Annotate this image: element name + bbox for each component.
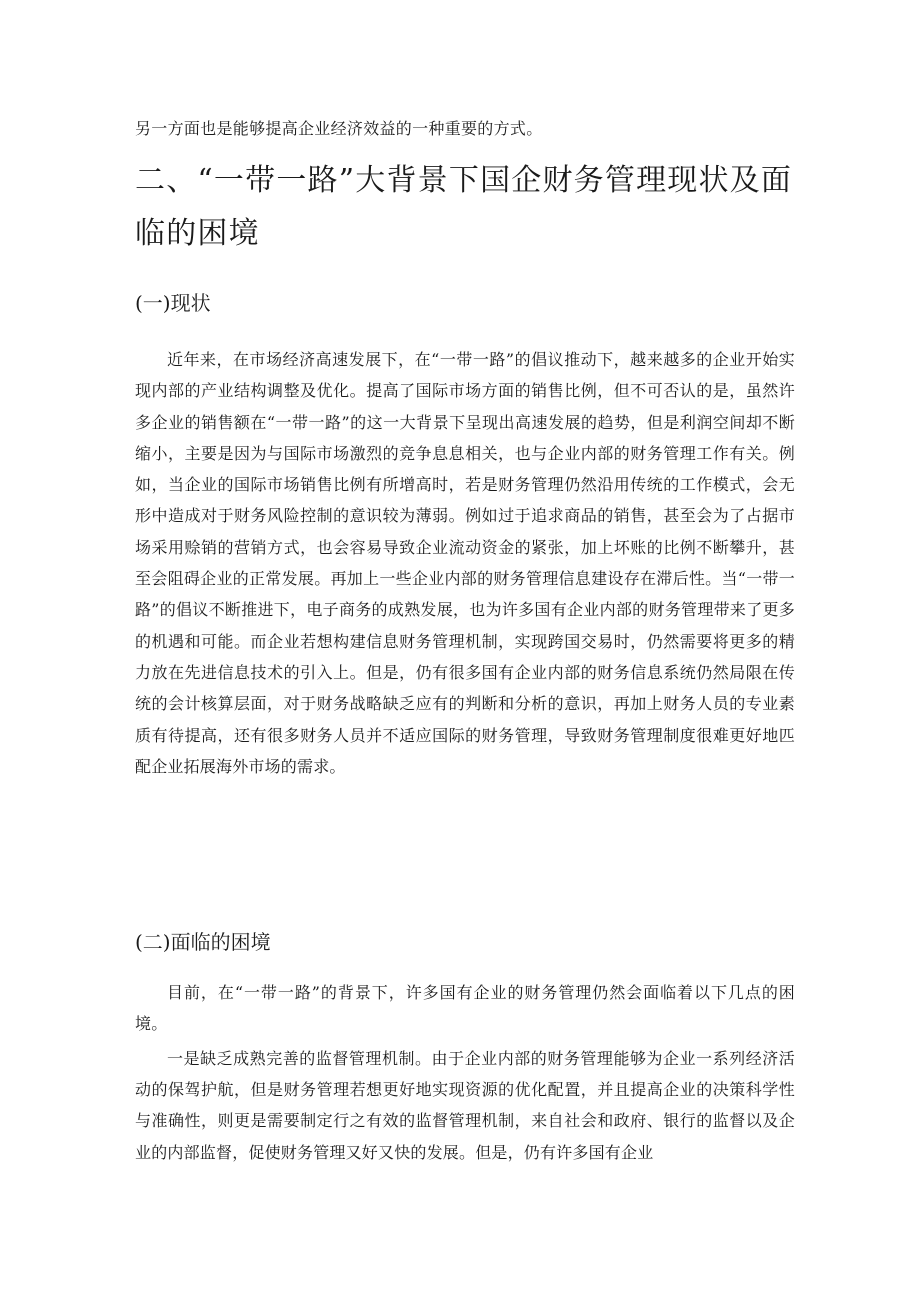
difficulties-intro-paragraph: 目前，在“一带一路”的背景下，许多国有企业的财务管理仍然会面临着以下几点的困境。 bbox=[135, 983, 795, 1033]
subsection-title-difficulties: (二)面临的困境 bbox=[135, 930, 271, 954]
status-paragraph: 近年来，在市场经济高速发展下，在“一带一路”的倡议推动下，越来越多的企业开始实现内部的产业结构调整及优化。提高了国际市场方面的销售比例，但不可否认的是，虽然许多企业的销售额在“一带一路”的这一大背景下呈现出高速发展的趋势，但是利润空间却不断缩小，主要是因为与国际市场激烈的竞争息息相关，也与企业内部的财务管理工作有关。例如，当企业的国际市场销售比例有所增高时，若是财务管理仍然沿用传统的工作模式，会无形中造成对于财务风险控制的意识较为薄弱。例如过于追求商品的销售，甚至会为了占据市场采用赊销的营销方式，也会容易导致企业流动资金的紧张，加上坏账的比例不断攀升，甚至会阻碍企业的正常发展。再加上一些企业内部的财务管理信息建设存在滞后性。当“一带一路”的倡议不断推进下，电子商务的成熟发展，也为许多国有企业内部的财务管理带来了更多的机遇和可能。而企业若想构建信息财务管理机制，实现跨国交易时，仍然需要将更多的精力放在先进信息技术的引入上。但是，仍有很多国有企业内部的财务信息系统仍然局限在传统的会计核算层面，对于财务战略缺乏应有的判断和分析的意识，再加上财务人员的专业素质有待提高，还有很多财务人员并不适应国际的财务管理，导致财务管理制度很难更好地匹配企业拓展海外市场的需求。 bbox=[135, 350, 795, 776]
difficulties-point-1-paragraph: 一是缺乏成熟完善的监督管理机制。由于企业内部的财务管理能够为企业一系列经济活动的保驾护航，但是财务管理若想更好地实现资源的优化配置，并且提高企业的决策科学性与准确性，则更是需要制定行之有效的监督管理机制，来自社会和政府、银行的监督以及企业的内部监督，促使财务管理又好又快的发展。但是，仍有许多国有企业 bbox=[135, 1049, 795, 1162]
section-heading: 二、“一带一路”大背景下国企财务管理现状及面临的困境 bbox=[135, 163, 793, 251]
intro-line: 另一方面也是能够提高企业经济效益的一种重要的方式。 bbox=[135, 119, 543, 138]
subsection-title-status: (一)现状 bbox=[135, 291, 211, 315]
